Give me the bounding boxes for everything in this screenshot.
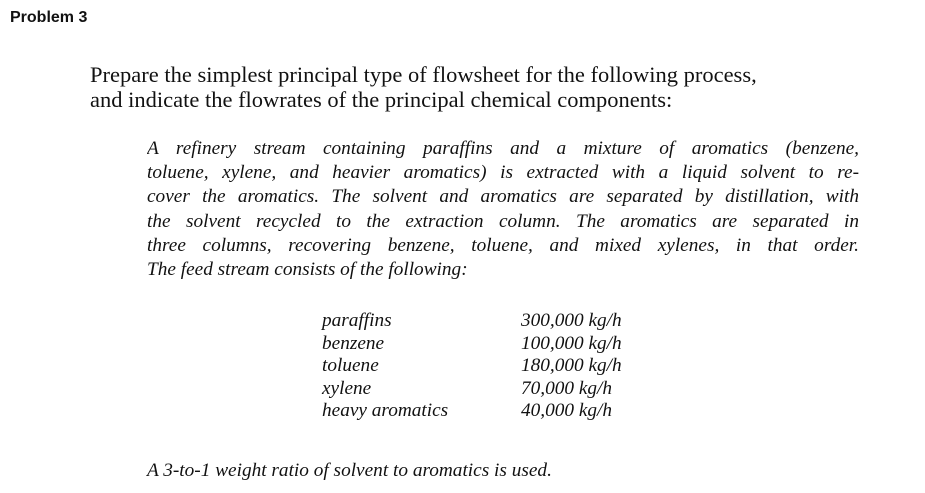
feed-row-toluene <box>322 355 652 378</box>
intro-line: Prepare the simplest principal type of flowsheet for the following process, <box>90 62 757 87</box>
description-line: toluene, xylene, and heavier aromatics) is extracted with a liquid solvent to re- <box>147 162 859 184</box>
feed-rate: 100,000 kg/h <box>521 332 622 354</box>
feed-rate: 180,000 kg/h <box>521 355 622 377</box>
feed-rate: 70,000 kg/h <box>521 377 613 399</box>
process-description <box>147 137 859 282</box>
feed-component: toluene <box>322 355 379 377</box>
feed-row-paraffins <box>322 310 652 333</box>
description-line: A refinery stream containing paraffins and a mixture of aromatics (benzene, <box>147 138 859 159</box>
feed-composition-table <box>322 310 652 423</box>
feed-component: benzene <box>322 332 385 354</box>
feed-rate: 40,000 kg/h <box>521 400 613 422</box>
feed-component: paraffins <box>322 310 392 331</box>
description-line: The feed stream consists of the following: <box>147 258 468 280</box>
problem-intro <box>90 62 920 112</box>
feed-row-heavy-aromatics <box>322 400 652 423</box>
description-line: cover the aromatics. The solvent and aromatics are separated by distillation, with <box>147 186 859 208</box>
description-line: three columns, recovering benzene, toluene, and mixed xylenes, in that order. <box>147 234 859 256</box>
intro-line: and indicate the flowrates of the principal chemical components: <box>90 87 673 112</box>
feed-component: xylene <box>322 377 372 399</box>
description-line: the solvent recycled to the extraction column. The aromatics are separated in <box>147 210 859 232</box>
feed-rate: 300,000 kg/h <box>521 310 622 331</box>
feed-row-benzene <box>322 333 652 356</box>
feed-component: heavy aromatics <box>322 400 449 422</box>
problem-title: Problem 3 <box>10 9 88 26</box>
solvent-ratio-note: A 3-to-1 weight ratio of solvent to aromatics is used. <box>147 460 552 481</box>
feed-row-xylene <box>322 378 652 401</box>
